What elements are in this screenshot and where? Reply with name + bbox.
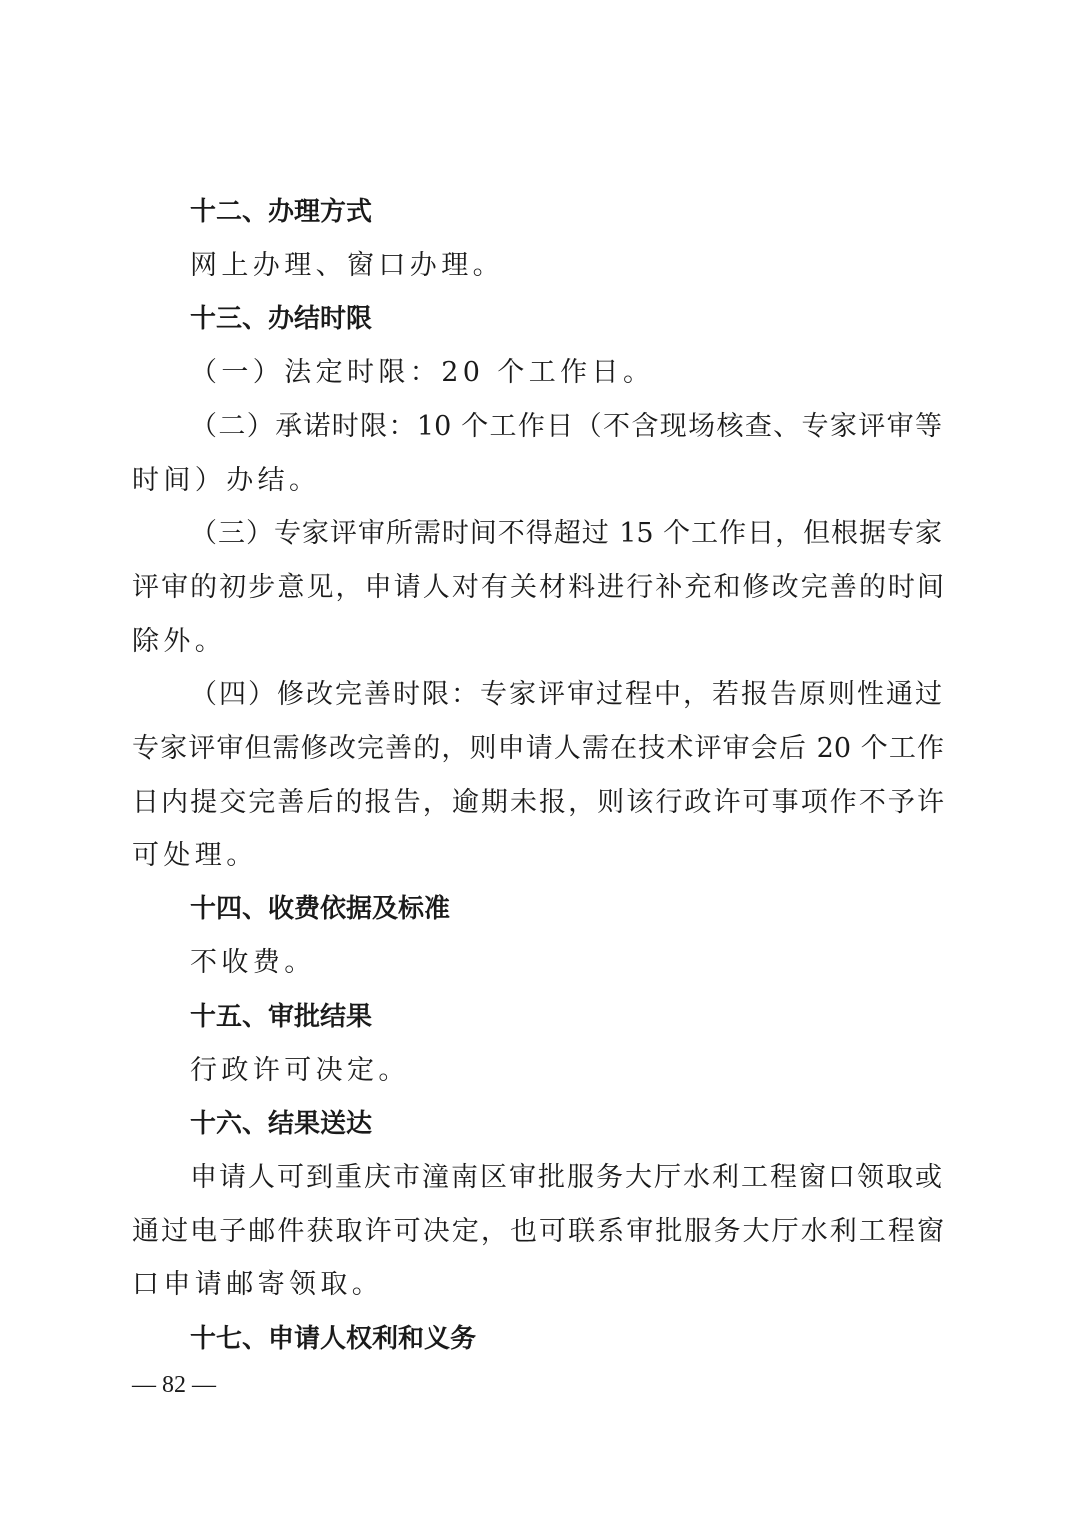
- paragraph-line: （四）修改完善时限：专家评审过程中，若报告原则性通过: [190, 679, 942, 710]
- paragraph-line: 不收费。: [190, 947, 316, 978]
- paragraph-line: 日内提交完善后的报告，逾期未报，则该行政许可事项作不予许: [132, 787, 944, 818]
- paragraph-line: （二）承诺时限：10 个工作日（不含现场核查、专家评审等: [190, 411, 942, 442]
- section-heading-17: 十七、申请人权利和义务: [190, 1324, 477, 1354]
- paragraph-line: 时间）办结。: [132, 465, 321, 496]
- section-heading-12: 十二、办理方式: [190, 197, 373, 227]
- paragraph-line: 通过电子邮件获取许可决定，也可联系审批服务大厅水利工程窗: [132, 1216, 944, 1247]
- paragraph-line: 网上办理、窗口办理。: [190, 250, 504, 281]
- paragraph-line: 评审的初步意见，申请人对有关材料进行补充和修改完善的时间: [132, 572, 944, 603]
- paragraph-line: 申请人可到重庆市潼南区审批服务大厅水利工程窗口领取或: [190, 1162, 942, 1193]
- paragraph-line: 除外。: [132, 626, 227, 657]
- page-number: — 82 —: [132, 1372, 216, 1398]
- paragraph-line: 可处理。: [132, 840, 258, 871]
- paragraph-line: 专家评审但需修改完善的，则申请人需在技术评审会后 20 个工作: [132, 733, 944, 764]
- paragraph-line: 口申请邮寄领取。: [132, 1269, 384, 1300]
- section-heading-14: 十四、收费依据及标准: [190, 894, 451, 924]
- section-heading-13: 十三、办结时限: [190, 304, 373, 334]
- section-heading-16: 十六、结果送达: [190, 1109, 373, 1139]
- section-heading-15: 十五、审批结果: [190, 1002, 373, 1032]
- paragraph-line: 行政许可决定。: [190, 1055, 410, 1086]
- paragraph-line: （三）专家评审所需时间不得超过 15 个工作日，但根据专家: [190, 518, 942, 549]
- paragraph-line: （一）法定时限：20 个工作日。: [190, 357, 655, 388]
